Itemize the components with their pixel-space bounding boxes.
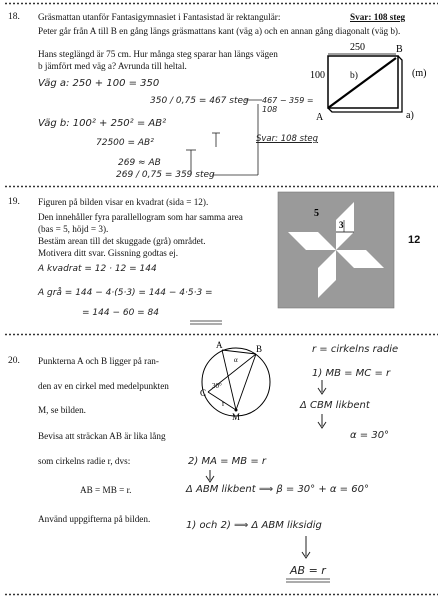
p18-work-1: Väg a: 250 + 100 = 350: [38, 78, 160, 89]
p18-work-7: 467 − 359 = 108: [262, 96, 314, 114]
p20-work-8: AB = r: [290, 564, 326, 577]
problem-18-text-1: Peter går från A till B en gång längs gräsmattans kant (väg a) och en annan gång diagonalt (väg b).: [38, 26, 401, 36]
p18-work-3: Väg b: 100² + 250² = AB²: [38, 118, 167, 129]
p19-work-2: A grå = 144 − 4·(5·3) = 144 − 4·5·3 =: [38, 288, 213, 298]
p20-work-6: Δ ABM likbent ⟹ β = 30° + α = 60°: [186, 484, 369, 495]
p18-work-5: 269 ≈ AB: [118, 158, 161, 168]
problem-19-text-5: Motivera ditt svar. Gissning godtas ej.: [38, 248, 179, 258]
fig20-label-C: C: [200, 388, 207, 398]
problem-19-text-4: Bestäm arean till det skuggade (grå) området.: [38, 236, 206, 246]
fig18-label-diag: b): [350, 71, 358, 81]
p18-work-6: 269 / 0,75 = 359 steg: [116, 170, 215, 180]
p20-work-3: Δ CBM likbent: [300, 400, 370, 411]
p18-work-8: Svar: 108 steg: [256, 134, 319, 144]
fig18-label-side: 100: [310, 70, 325, 81]
p20-work-2: 1) MB = MC = r: [312, 368, 391, 379]
fig18-label-edge: a): [406, 110, 414, 121]
problem-19-number: 19.: [8, 197, 20, 207]
problem-20-text-3: M, se bilden.: [38, 405, 86, 415]
fig19-label-height: 3: [339, 220, 344, 230]
problem-20-text-7: Använd uppgifterna på bilden.: [38, 514, 151, 524]
separator-bottom: [4, 593, 438, 596]
p20-work-4: α = 30°: [350, 430, 390, 441]
p18-work-2: 350 / 0,75 = 467 steg: [150, 96, 249, 106]
problem-20-number: 20.: [8, 356, 20, 366]
problem-20-text-2: den av en cirkel med medelpunkten: [38, 381, 169, 391]
problem-20-text-5: som cirkelns radie r, dvs:: [38, 456, 131, 466]
fig18-label-A: A: [316, 112, 324, 123]
p20-work-7: 1) och 2) ⟹ Δ ABM liksidig: [186, 520, 322, 531]
problem-18-text-3: b jämfört med väg a? Avrunda till heltal.: [38, 61, 187, 71]
p19-work-3: = 144 − 60 = 84: [82, 308, 160, 318]
fig20-label-A: A: [216, 340, 223, 350]
problem-20-text-1: Punkterna A och B ligger på ran-: [38, 356, 159, 366]
problem-18-text-2: Hans steglängd är 75 cm. Hur många steg sparar han längs vägen: [38, 49, 278, 59]
fig20-label-r: r: [222, 399, 225, 408]
problem-19-text-2: Den innehåller fyra parallellogram som har samma area: [38, 212, 243, 222]
fig20-label-B: B: [256, 344, 263, 354]
problem-18-statement: Gräsmattan utanför Fantasigymnasiet i Fantasistad är rektangulär:: [38, 12, 281, 22]
fig18-label-top: 250: [350, 42, 365, 53]
fig20-label-angle: 30°: [212, 382, 222, 390]
problem-19-text-3: (bas = 5, höjd = 3).: [38, 224, 109, 234]
p18-work-4: 72500 = AB²: [96, 138, 154, 148]
problem-19-text-1: Figuren på bilden visar en kvadrat (sida = 12).: [38, 197, 209, 207]
fig20-label-M: M: [232, 412, 241, 422]
problem-18-number: 18.: [8, 12, 20, 22]
p20-work-1: r = cirkelns radie: [312, 344, 399, 355]
problem-18-answer-label: Svar: 108 steg: [350, 12, 406, 22]
problem-20-text-4: Bevisa att sträckan AB är lika lång: [38, 431, 166, 441]
fig19-label-base: 5: [314, 208, 319, 219]
p20-work-5: 2) MA = MB = r: [188, 456, 266, 467]
fig19-label-side: 12: [408, 234, 421, 246]
fig20-label-alpha: α: [234, 356, 238, 364]
problem-20-text-6: AB = MB = r.: [80, 485, 132, 495]
fig18-label-B: B: [396, 44, 403, 55]
fig18-label-unit: (m): [412, 68, 427, 79]
p19-work-1: A kvadrat = 12 · 12 = 144: [38, 264, 157, 274]
